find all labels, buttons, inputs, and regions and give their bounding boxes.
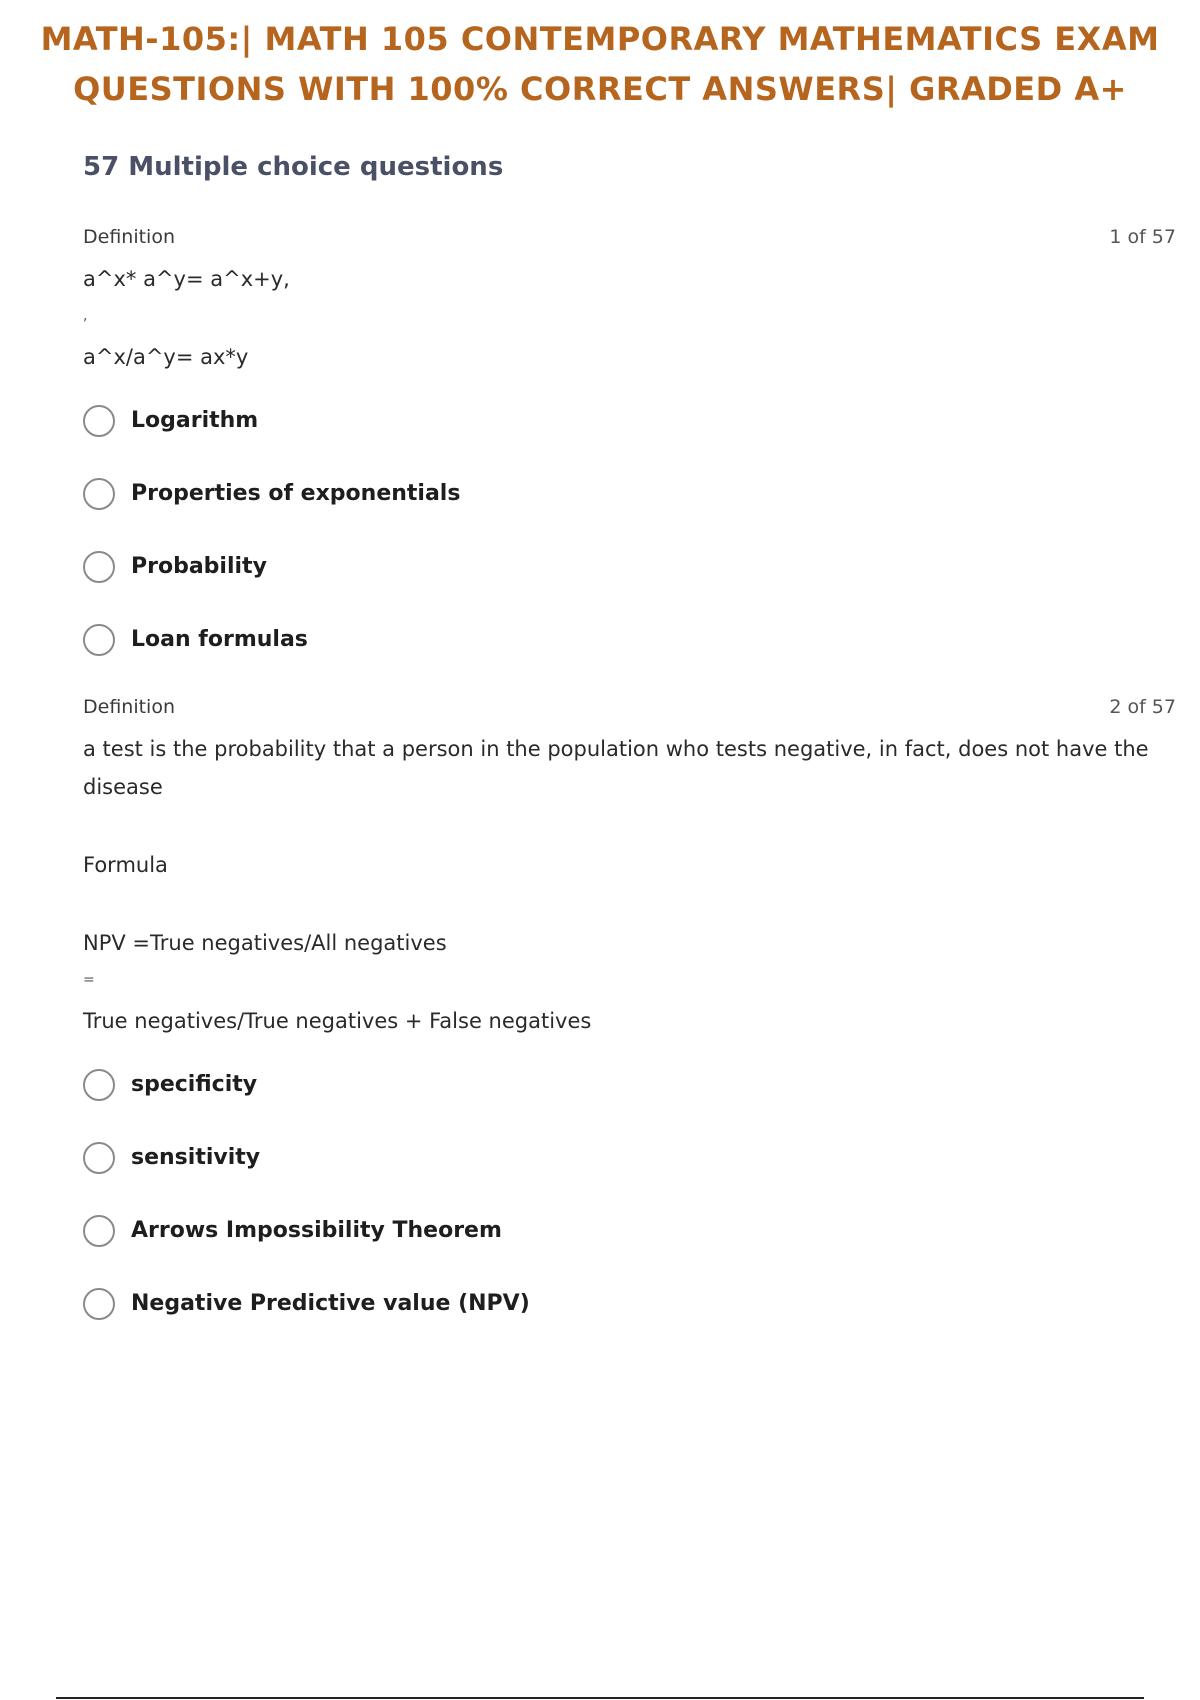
answer-option-label: Probability [131,554,267,579]
prompt-line: True negatives/True negatives + False negatives [83,1009,592,1033]
page-divider [56,1697,1144,1699]
answer-options [83,1048,1176,1340]
prompt-line: a^x* a^y= a^x+y, [83,267,290,291]
answer-option-label: Logarithm [131,408,259,433]
answer-option[interactable] [83,530,1176,603]
radio-button-icon[interactable] [83,478,115,510]
question-card [83,226,1176,676]
answer-option[interactable] [83,1267,1176,1340]
answer-option-label: Negative Predictive value (NPV) [131,1291,530,1316]
answer-option[interactable] [83,603,1176,676]
question-prompt [83,260,1176,376]
answer-option[interactable] [83,384,1176,457]
prompt-line: , [83,308,88,324]
answer-option-label: Properties of exponentials [131,481,461,506]
answer-option-label: sensitivity [131,1145,261,1170]
question-prompt [83,730,1176,1040]
answer-option[interactable] [83,457,1176,530]
answer-option-label: Loan formulas [131,627,308,652]
radio-button-icon[interactable] [83,551,115,583]
answer-option[interactable] [83,1048,1176,1121]
radio-button-icon[interactable] [83,1142,115,1174]
question-count-heading: 57 Multiple choice questions [83,152,504,182]
question-counter: 1 of 57 [1109,226,1176,248]
document-title-line-2: QUESTIONS WITH 100% CORRECT ANSWERS| GRADED A+ [73,70,1127,108]
radio-button-icon[interactable] [83,1288,115,1320]
answer-option[interactable] [83,1194,1176,1267]
prompt-line: Formula [83,853,168,877]
question-header [83,226,1176,254]
question-type-label: Definition [83,226,176,248]
prompt-line: NPV =True negatives/All negatives [83,931,447,955]
answer-option[interactable] [83,1121,1176,1194]
radio-button-icon[interactable] [83,1069,115,1101]
question-counter: 2 of 57 [1109,696,1176,718]
answer-option-label: specificity [131,1072,258,1097]
document-title-line-1: MATH-105:| MATH 105 CONTEMPORARY MATHEMATICS EXAM [40,20,1160,58]
radio-button-icon[interactable] [83,1215,115,1247]
prompt-line: a test is the probability that a person in the population who tests negative, in fact, does not have the disease [83,737,1156,799]
question-type-label: Definition [83,696,176,718]
question-header [83,696,1176,724]
answer-options [83,384,1176,676]
prompt-line: = [83,972,95,988]
document-title [40,14,1160,114]
radio-button-icon[interactable] [83,624,115,656]
prompt-line: a^x/a^y= ax*y [83,345,249,369]
radio-button-icon[interactable] [83,405,115,437]
answer-option-label: Arrows Impossibility Theorem [131,1218,502,1243]
question-card [83,696,1176,1340]
